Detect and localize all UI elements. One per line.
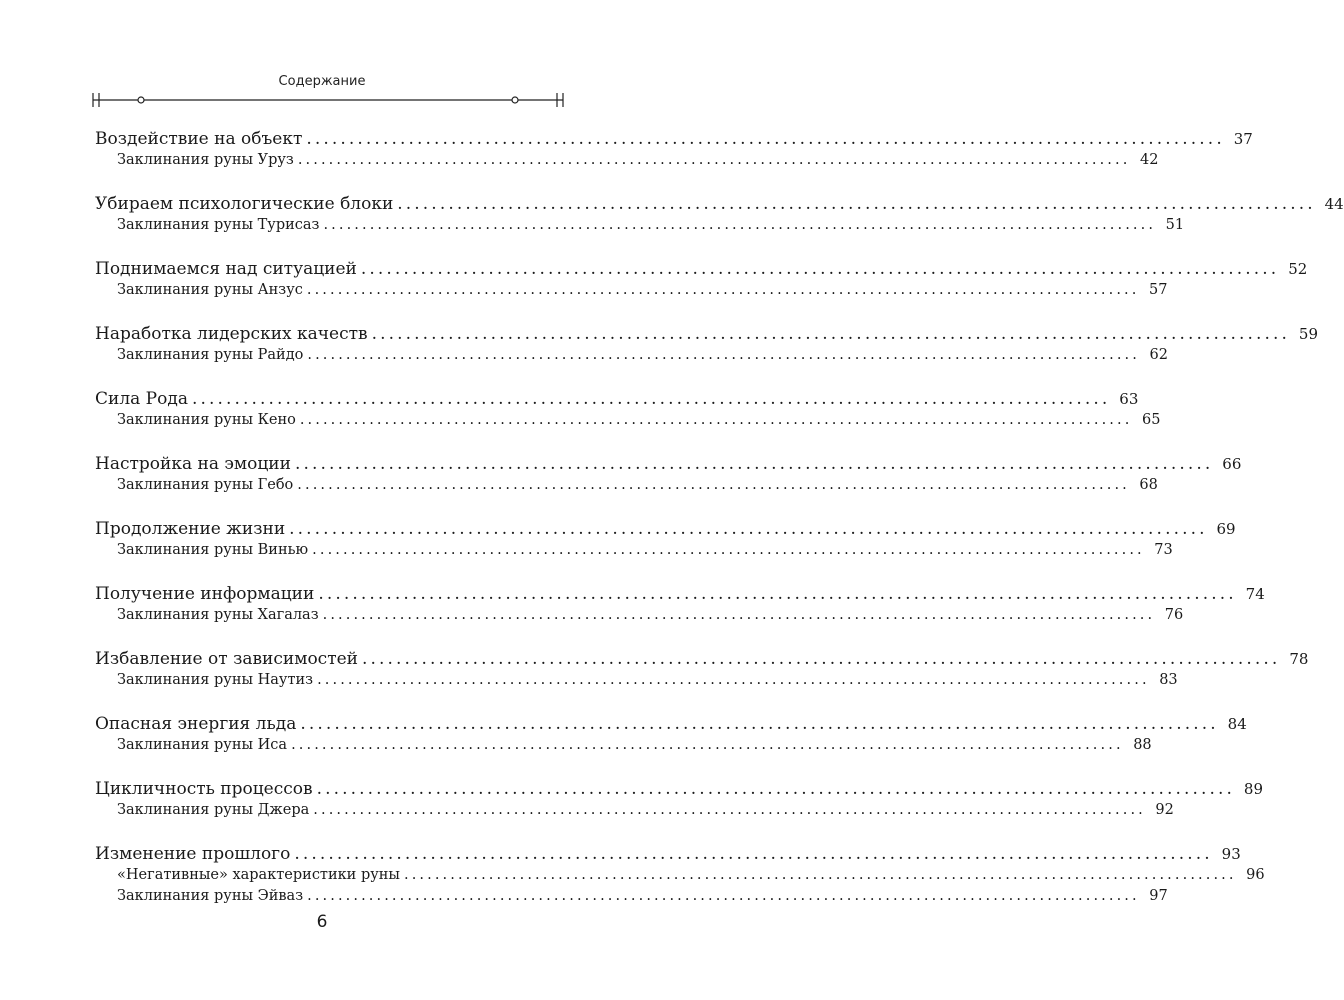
toc-leader-dots: ............................................................................................................ — [316, 779, 1236, 799]
toc-leader-dots: ............................................................................................................ — [294, 454, 1214, 474]
toc-page-number: 96 — [1246, 867, 1265, 883]
toc-leader-dots: ............................................................................................................ — [291, 737, 1124, 753]
toc-leader-dots: ............................................................................................................ — [360, 259, 1280, 279]
toc-section-entry[interactable] — [95, 150, 1159, 171]
toc-section-entry[interactable] — [95, 886, 1168, 907]
toc-page-number: 59 — [1298, 325, 1319, 343]
toc-chapter-title: Получение информации — [95, 584, 315, 604]
toc-leader-dots: ............................................................................................................ — [299, 412, 1133, 428]
toc-chapter-title: Воздействие на объект — [95, 129, 303, 149]
toc-page-number: 89 — [1243, 780, 1264, 798]
toc-page-number: 92 — [1155, 802, 1174, 818]
toc-page-number: 37 — [1233, 130, 1253, 148]
toc-section-title: Заклинания руны Райдо — [117, 347, 304, 363]
toc-chapter-title: Сила Рода — [95, 389, 188, 409]
toc-chapter-entry[interactable] — [95, 713, 1247, 735]
toc-section-entry[interactable] — [95, 865, 1265, 886]
toc-group — [95, 713, 1247, 756]
toc-chapter-entry[interactable] — [95, 453, 1242, 475]
toc-group — [95, 778, 1264, 821]
toc-chapter-entry[interactable] — [95, 128, 1253, 150]
toc-section-title: Заклинания руны Джера — [117, 802, 310, 818]
toc-section-title: «Негативные» характеристики руны — [117, 867, 400, 883]
toc-leader-dots: ............................................................................................................ — [313, 802, 1146, 818]
toc-group — [95, 453, 1242, 496]
toc-section-entry[interactable] — [95, 280, 1168, 301]
toc-page-number: 63 — [1119, 390, 1139, 408]
toc-section-entry[interactable] — [95, 605, 1184, 626]
toc-section-entry[interactable] — [95, 345, 1168, 366]
page-header-title: Содержание — [278, 74, 366, 89]
toc-section-title: Заклинания руны Уруз — [117, 152, 294, 168]
toc-leader-dots: ............................................................................................................ — [306, 282, 1140, 298]
toc-section-entry[interactable] — [95, 410, 1161, 431]
toc-section-entry[interactable] — [95, 215, 1185, 236]
toc-chapter-title: Убираем психологические блоки — [95, 194, 394, 214]
toc-chapter-entry[interactable] — [95, 193, 1344, 215]
toc-section-entry[interactable] — [95, 540, 1173, 561]
toc-group — [95, 388, 1161, 431]
toc-chapter-entry[interactable] — [95, 388, 1139, 410]
toc-leader-dots: ............................................................................................................ — [306, 129, 1225, 149]
toc-leader-dots: ............................................................................................................ — [397, 194, 1316, 214]
toc-chapter-title: Опасная энергия льда — [95, 714, 297, 734]
toc-page-number: 65 — [1141, 412, 1161, 428]
toc-section-title: Заклинания руны Иса — [117, 737, 288, 753]
toc-chapter-title: Продолжение жизни — [95, 519, 286, 539]
decorative-rule — [90, 90, 566, 110]
toc-section-title: Заклинания руны Турисаз — [117, 217, 320, 233]
toc-leader-dots: ............................................................................................................ — [322, 607, 1156, 623]
toc-group — [95, 128, 1253, 171]
toc-leader-dots: ............................................................................................................ — [371, 324, 1291, 344]
toc-leader-dots: ............................................................................................................ — [289, 519, 1208, 539]
toc-page-number: 93 — [1221, 845, 1241, 863]
toc-chapter-entry[interactable] — [95, 518, 1236, 540]
toc-leader-dots: ............................................................................................................ — [403, 867, 1237, 883]
toc-leader-dots: ............................................................................................................ — [317, 672, 1150, 688]
toc-group — [95, 258, 1308, 301]
toc-page-number: 66 — [1222, 455, 1242, 473]
toc-chapter-title: Настройка на эмоции — [95, 454, 291, 474]
toc-page-number: 42 — [1139, 152, 1159, 168]
toc-leader-dots: ............................................................................................................ — [297, 152, 1131, 168]
toc-page-number: 97 — [1149, 888, 1168, 904]
toc-chapter-title: Избавление от зависимостей — [95, 649, 359, 669]
toc-chapter-entry[interactable] — [95, 648, 1309, 670]
toc-section-entry[interactable] — [95, 735, 1152, 756]
toc-section-title: Заклинания руны Эйваз — [117, 888, 304, 904]
toc-group — [95, 648, 1309, 691]
toc-leader-dots: ............................................................................................................ — [297, 477, 1130, 493]
toc-leader-dots: ............................................................................................................ — [294, 844, 1213, 864]
toc-page-number: 73 — [1154, 542, 1173, 558]
toc-section-title: Заклинания руны Гебо — [117, 477, 294, 493]
toc-page-number: 83 — [1159, 672, 1178, 688]
toc-section-title: Заклинания руны Винью — [117, 542, 309, 558]
toc-page-number: 57 — [1149, 282, 1168, 298]
toc-leader-dots: ............................................................................................................ — [307, 888, 1140, 904]
toc-group — [95, 583, 1265, 626]
toc-page-number: 88 — [1133, 737, 1152, 753]
toc-page-number: 74 — [1245, 585, 1265, 603]
toc-page-number: 62 — [1149, 347, 1168, 363]
toc-group — [95, 193, 1344, 236]
toc-group — [95, 843, 1265, 907]
toc-leader-dots: ............................................................................................................ — [307, 347, 1140, 363]
toc-chapter-title: Поднимаемся над ситуацией — [95, 259, 357, 279]
toc-section-title: Заклинания руны Наутиз — [117, 672, 314, 688]
toc-chapter-title: Изменение прошлого — [95, 844, 291, 864]
toc-page-number: 44 — [1324, 195, 1344, 213]
toc-section-entry[interactable] — [95, 800, 1174, 821]
page-number: 6 — [316, 912, 328, 932]
toc-page-number: 69 — [1216, 520, 1236, 538]
toc-chapter-entry[interactable] — [95, 778, 1264, 800]
toc-group — [95, 323, 1319, 366]
toc-leader-dots: ............................................................................................................ — [362, 649, 1281, 669]
toc-section-title: Заклинания руны Кено — [117, 412, 296, 428]
toc-page-number: 68 — [1139, 477, 1158, 493]
toc-chapter-entry[interactable] — [95, 843, 1241, 865]
toc-section-entry[interactable] — [95, 670, 1178, 691]
toc-chapter-entry[interactable] — [95, 583, 1265, 605]
toc-section-title: Заклинания руны Хагалаз — [117, 607, 319, 623]
toc-page-number: 78 — [1289, 650, 1309, 668]
toc-chapter-title: Наработка лидерских качеств — [95, 324, 368, 344]
toc-group — [95, 518, 1236, 561]
toc-page-number: 76 — [1164, 607, 1184, 623]
table-of-contents — [95, 128, 1344, 929]
toc-leader-dots: ............................................................................................................ — [323, 217, 1157, 233]
toc-leader-dots: ............................................................................................................ — [300, 714, 1219, 734]
toc-leader-dots: ............................................................................................................ — [191, 389, 1111, 409]
toc-chapter-entry[interactable] — [95, 258, 1308, 280]
toc-leader-dots: ............................................................................................................ — [318, 584, 1237, 604]
toc-section-entry[interactable] — [95, 475, 1158, 496]
toc-page-number: 52 — [1288, 260, 1308, 278]
toc-page-number: 84 — [1227, 715, 1247, 733]
toc-page-number: 51 — [1165, 217, 1185, 233]
toc-chapter-title: Цикличность процессов — [95, 779, 313, 799]
toc-section-title: Заклинания руны Анзус — [117, 282, 303, 298]
toc-leader-dots: ............................................................................................................ — [312, 542, 1145, 558]
toc-chapter-entry[interactable] — [95, 323, 1319, 345]
